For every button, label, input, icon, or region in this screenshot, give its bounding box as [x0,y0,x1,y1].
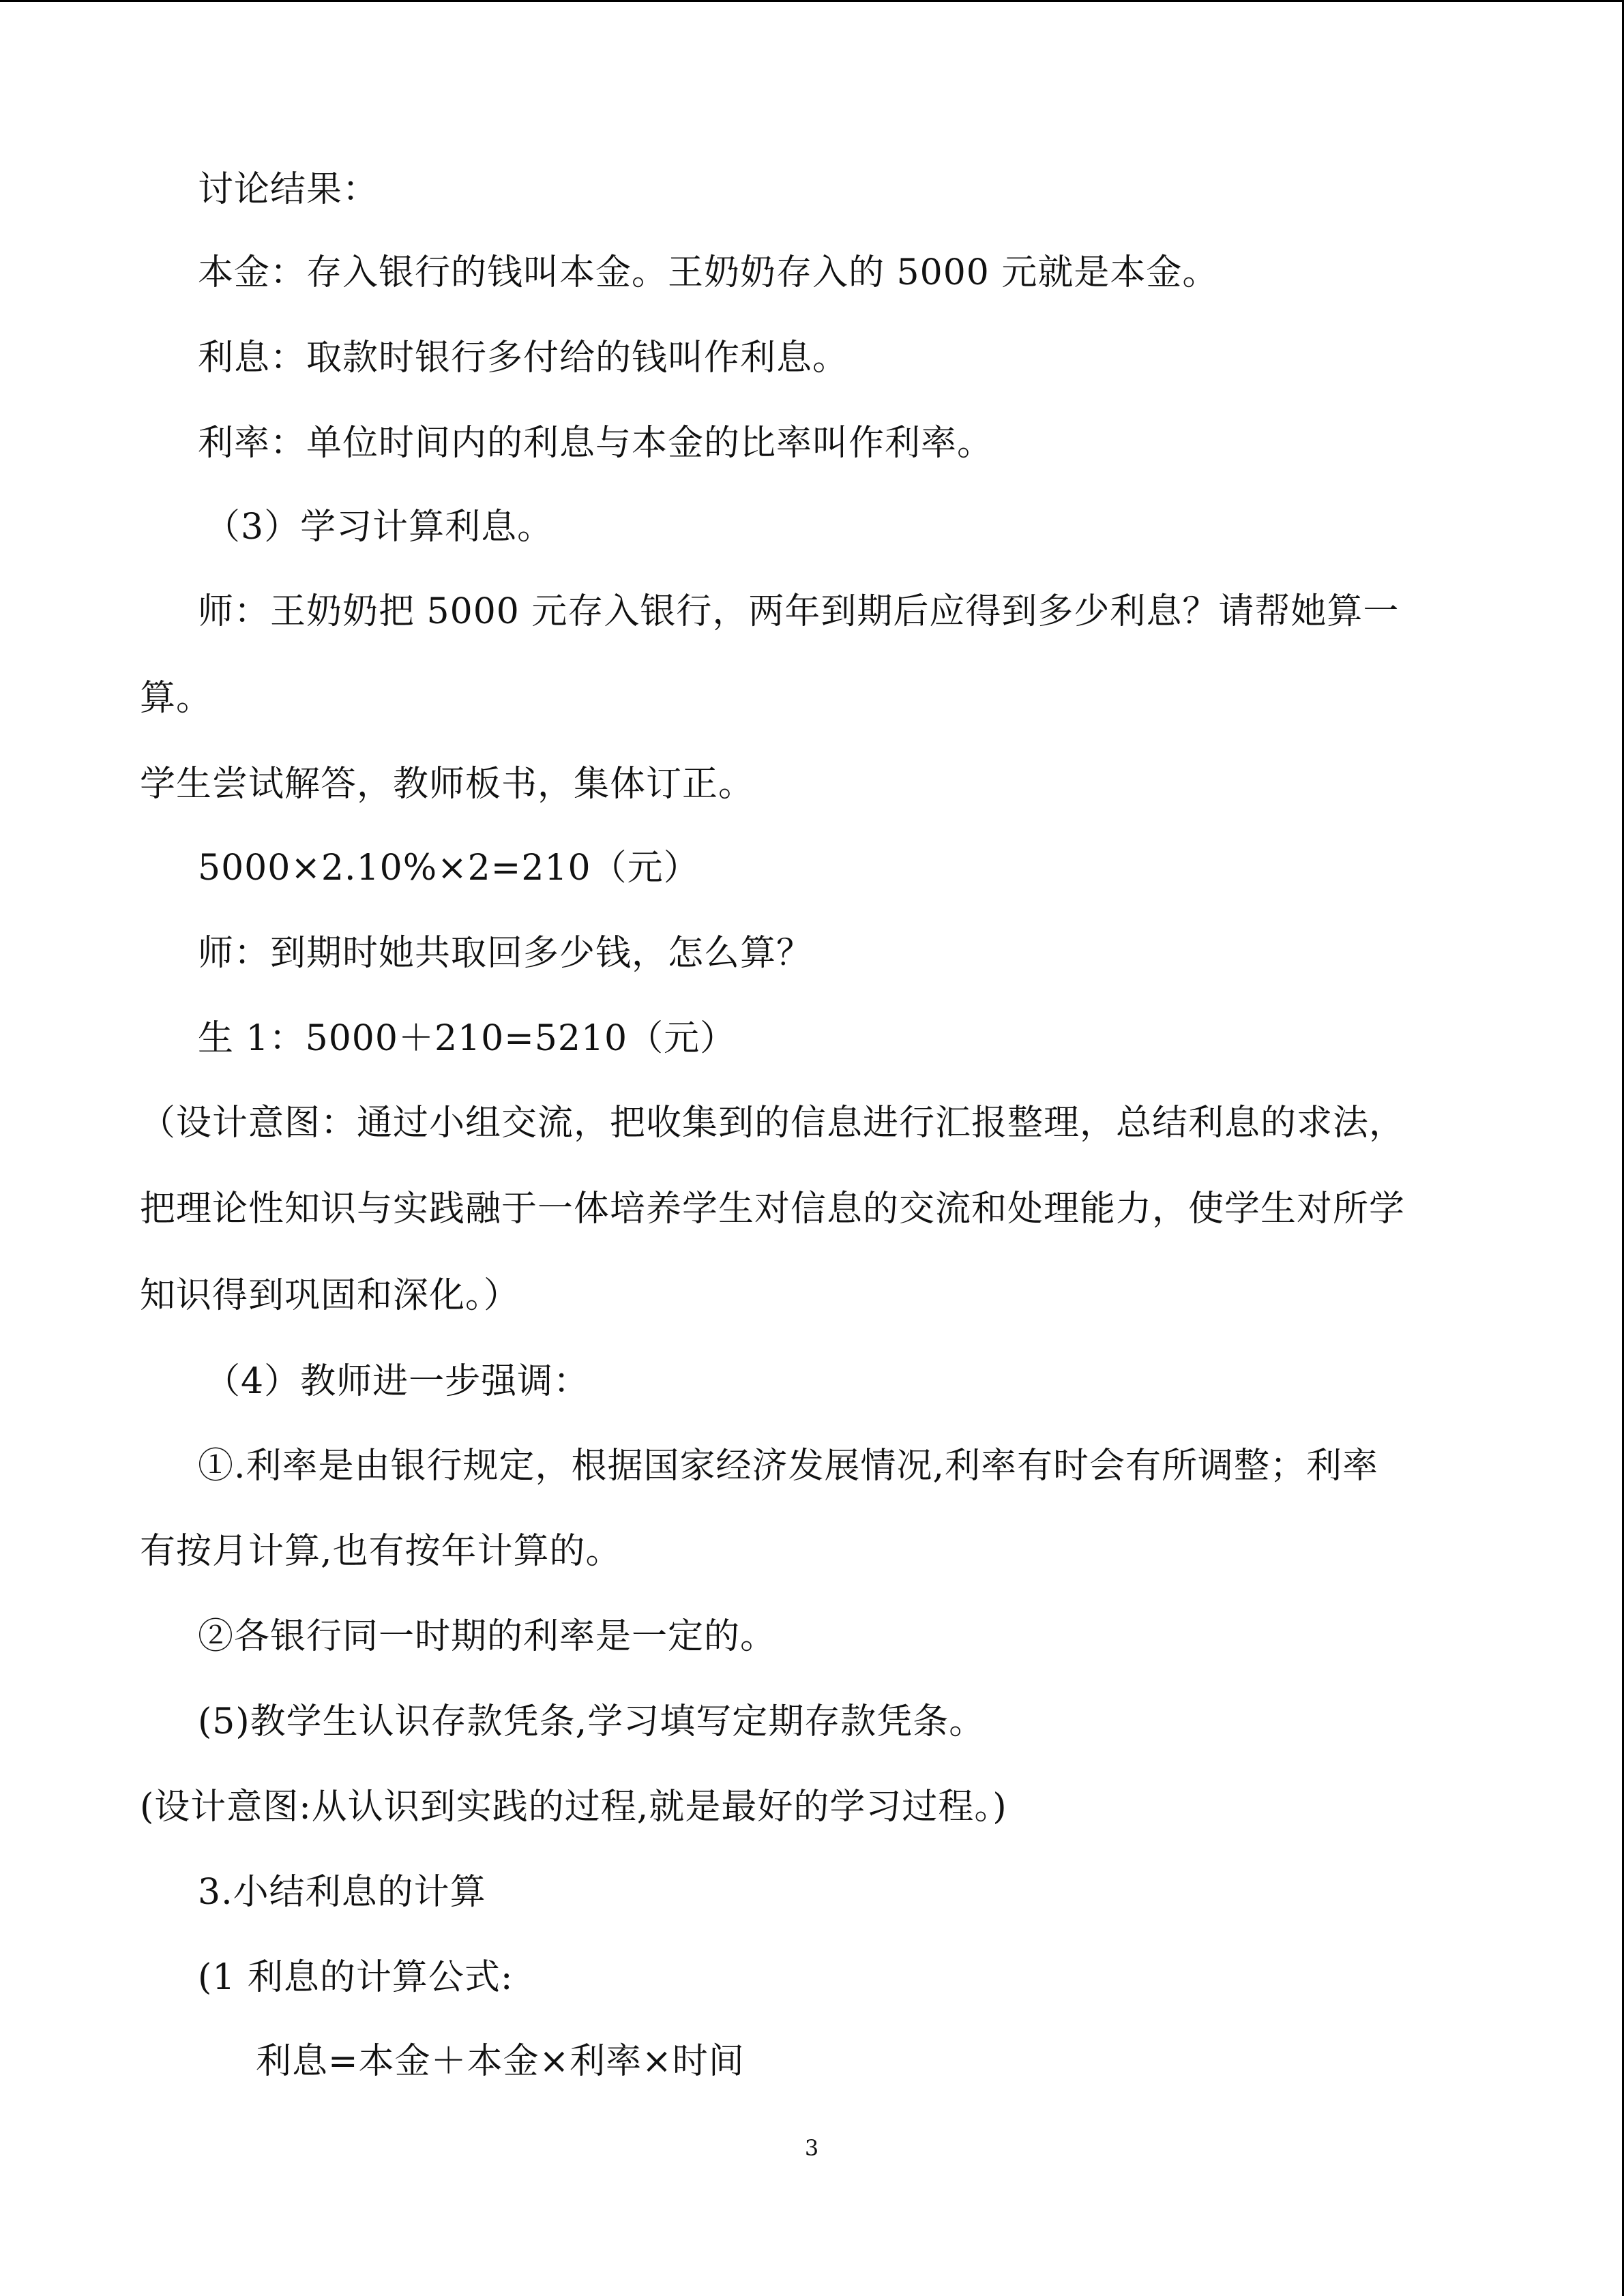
top-border [0,0,1624,2]
text-line: （设计意图：通过小组交流，把收集到的信息进行汇报整理，总结利息的求法， [140,1103,1406,1144]
text-line: (1 利息的计算公式: [198,1957,514,1998]
text-line: 师：王奶奶把 5000 元存入银行，两年到期后应得到多少利息？请帮她算一 [198,591,1400,632]
text-line: 利息：取款时银行多付给的钱叫作利息。 [198,338,849,378]
text-line: 利息=本金＋本金×利率×时间 [256,2041,745,2082]
text-line: 讨论结果： [198,169,379,210]
text-line: 师：到期时她共取回多少钱，怎么算？ [198,933,813,974]
text-line: （4）教师进一步强调： [205,1361,590,1402]
text-line: (5)教学生认识存款凭条,学习填写定期存款凭条。 [198,1701,986,1742]
text-line: (设计意图:从认识到实践的过程,就是最好的学习过程。) [140,1787,1007,1828]
text-line: 把理论性知识与实践融于一体培养学生对信息的交流和处理能力，使学生对所学 [140,1189,1406,1229]
text-line: 算。 [140,678,213,719]
text-line: 有按月计算,也有按年计算的。 [140,1531,622,1572]
page-number: 3 [804,2135,819,2161]
text-line: 本金：存入银行的钱叫本金。王奶奶存入的 5000 元就是本金。 [198,252,1219,293]
text-line: （3）学习计算利息。 [205,507,554,548]
text-line: 利率：单位时间内的利息与本金的比率叫作利率。 [198,423,994,464]
text-line: 学生尝试解答，教师板书，集体订正。 [140,764,755,805]
text-line: 5000×2.10%×2=210（元） [198,848,700,889]
text-line: ①.利率是由银行规定，根据国家经济发展情况,利率有时会有所调整；利率 [198,1446,1379,1487]
text-line: 3.小结利息的计算 [198,1872,486,1913]
text-line: 知识得到巩固和深化。） [140,1275,520,1316]
text-line: 生 1：5000＋210=5210（元） [198,1018,737,1059]
text-line: ②各银行同一时期的利率是一定的。 [198,1616,777,1657]
